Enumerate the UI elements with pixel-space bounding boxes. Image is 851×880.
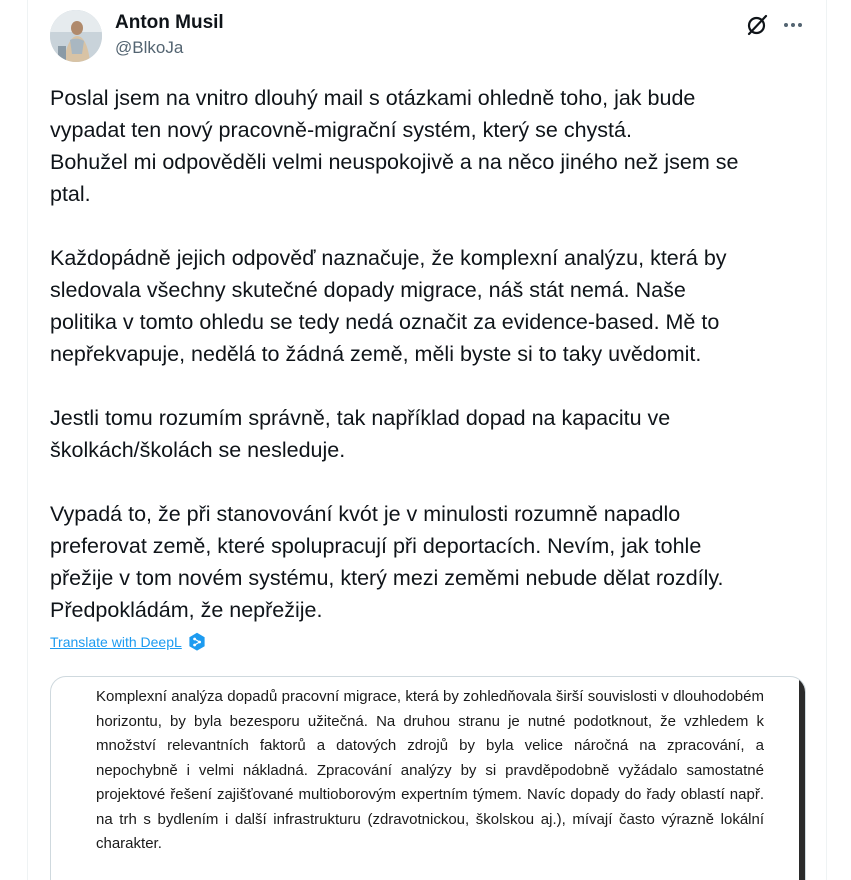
tweet-paragraph: Každopádně jejich odpověď naznačuje, že komplexní analýzu, která by sledovala všechny skutečné dopady migrace, náš stát nemá. Naše politika v tomto ohledu se tedy nedá označit za evidence-based. Mě to nepřekvapuje, nedělá to žádná země, měli byste si to taky uvědomit.	[50, 246, 727, 366]
tweet-paragraph: Jestli tomu rozumím správně, tak například dopad na kapacitu ve školkách/školách se nesleduje.	[50, 406, 671, 462]
translate-row	[50, 632, 206, 652]
tweet-paragraph: Vypadá to, že při stanovování kvót je v minulosti rozumně napadlo preferovat země, které spolupracují při deportacích. Nevím, jak tohle přežije v tom novém systému, který mezi zeměmi nebude dělat rozdíly. Předpokládám, že nepřežije.	[50, 502, 724, 622]
grok-button[interactable]	[740, 8, 774, 42]
grok-slash-icon	[745, 13, 769, 37]
document-screenshot-text: Komplexní analýza dopadů pracovní migrace, která by zohledňovala širší souvislosti v dlouhodobém horizontu, by byla bezesporu užitečná. Na druhou stranu je nutné podotknout, že vzhledem k množství relevantních faktorů a datových zdrojů by byla velice náročná na zpracování, a nepochybně i velmi nákladná. Zpracování analýzy by si pravděpodobně vyžádalo samostatné projektové řešení zajišťované multioborovým expertním týmem. Navíc dopady do řady oblastí např. na trh s bydlením i další infrastrukturu (zdravotnickou, školskou aj.), mívají často výrazně lokální charakter.	[96, 688, 764, 852]
translate-link[interactable]: Translate with DeepL	[50, 634, 182, 650]
author-handle[interactable]: @BlkoJa	[115, 38, 184, 57]
deepl-logo-icon	[188, 632, 206, 652]
more-horizontal-icon	[782, 14, 804, 36]
author-name[interactable]: Anton Musil	[115, 12, 224, 33]
avatar[interactable]	[50, 10, 102, 62]
tweet-text	[50, 82, 810, 658]
tweet-paragraph: Poslal jsem na vnitro dlouhý mail s otázkami ohledně toho, jak bude vypadat ten nový pracovně-migrační systém, který se chystá. Bohužel mi odpověděli velmi neuspokojivě a na něco jiného než jsem se ptal.	[50, 86, 739, 206]
more-options-button[interactable]	[776, 8, 810, 42]
avatar-image	[50, 10, 102, 62]
media-attachment[interactable]	[50, 676, 806, 880]
tweet-container	[27, 0, 827, 880]
